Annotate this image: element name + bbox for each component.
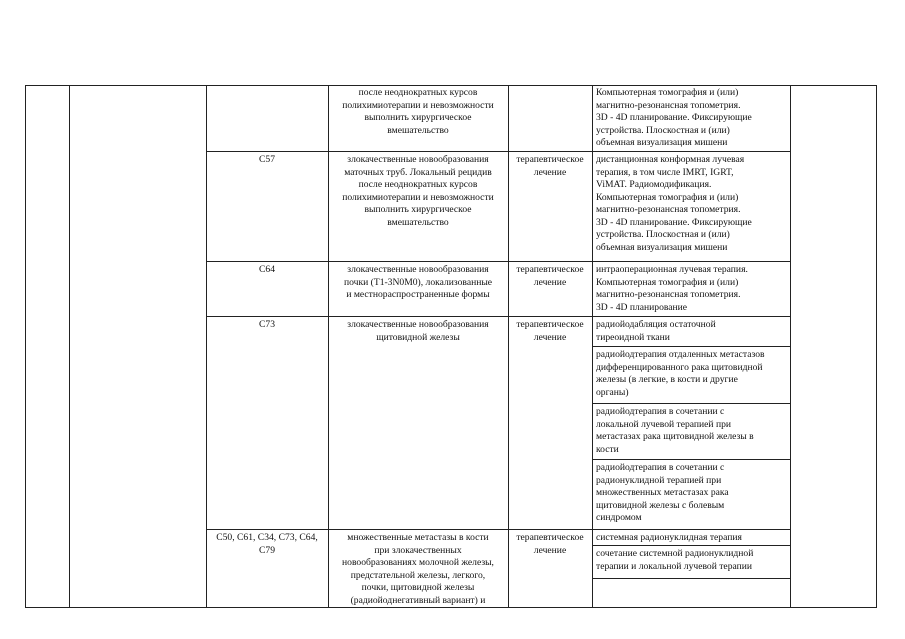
subrow-divider bbox=[592, 346, 790, 347]
icd-code-cell: C64 bbox=[259, 264, 275, 275]
treatment-cell: терапевтическое лечение bbox=[516, 264, 584, 288]
treatment-cell: терапевтическое лечение bbox=[516, 532, 584, 556]
diagnosis-cell: злокачественные новообразования щитовидной железы bbox=[347, 319, 489, 343]
row-divider bbox=[206, 316, 790, 317]
diagnosis-cell: злокачественные новообразования маточных труб. Локальный рецидив после неоднократных курсов полихимиотерапии и невозможности выполнить хирургическое вмешательство bbox=[342, 154, 494, 228]
method-cell: дистанционная конформная лучевая терапия, в том числе IMRT, IGRT, ViMAT. Радиомодификация. Компьютерная томография и (или) магнитно-резонансная топометрия. 3D - 4D планирование. Фиксирующие устройства. Плоскостная и (или) объемная визуализация мишени bbox=[596, 154, 752, 253]
method-cell: интраоперационная лучевая терапия. Компьютерная томография и (или) магнитно-резонансная топометрия. 3D - 4D планирование bbox=[596, 264, 748, 313]
treatment-cell: терапевтическое лечение bbox=[516, 319, 584, 343]
subrow-divider bbox=[592, 459, 790, 460]
method-cell: сочетание системной радионуклидной терапии и локальной лучевой терапии bbox=[596, 548, 754, 572]
method-cell: системная радионуклидная терапия bbox=[596, 532, 742, 543]
subrow-divider bbox=[592, 578, 790, 579]
row-divider bbox=[206, 529, 790, 530]
method-cell: радиойодабляция остаточной тиреоидной ткани bbox=[596, 319, 716, 343]
method-cell: Компьютерная томография и (или) магнитно-резонансная топометрия. 3D - 4D планирование. Фиксирующие устройства. Плоскостная и (или) объемная визуализация мишени bbox=[596, 87, 752, 148]
method-cell: радиойодтерапия отдаленных метастазов дифференцированного рака щитовидной железы (в легкие, в кости и другие органы) bbox=[596, 349, 765, 398]
subrow-divider bbox=[592, 403, 790, 404]
icd-code-cell: C57 bbox=[259, 154, 275, 165]
subrow-divider bbox=[592, 545, 790, 546]
diagnosis-cell: после неоднократных курсов полихимиотерапии и невозможности выполнить хирургическое вмешательство bbox=[342, 87, 494, 136]
column-divider bbox=[790, 85, 791, 608]
icd-code-cell: C73 bbox=[259, 319, 275, 330]
row-divider bbox=[206, 261, 790, 262]
diagnosis-cell: множественные метастазы в кости при злокачественных новообразованиях молочной железы, предстательной железы, легкого, почки, щитовидной железы (радиойоднегативный вариант) и bbox=[342, 532, 494, 606]
column-divider bbox=[69, 85, 70, 608]
diagnosis-cell: злокачественные новообразования почки (T1-3N0M0), локализованные и местнораспространенные формы bbox=[343, 264, 493, 300]
icd-code-cell: C50, C61, C34, C73, C64, C79 bbox=[216, 532, 318, 556]
row-divider bbox=[206, 151, 790, 152]
treatment-cell: терапевтическое лечение bbox=[516, 154, 584, 178]
method-cell: радиойодтерапия в сочетании с локальной лучевой терапией при метастазах рака щитовидной железы в кости bbox=[596, 406, 754, 455]
method-cell: радиойодтерапия в сочетании с радионуклидной терапией при множественных метастазах рака щитовидной железы с болевым синдромом bbox=[596, 462, 729, 523]
